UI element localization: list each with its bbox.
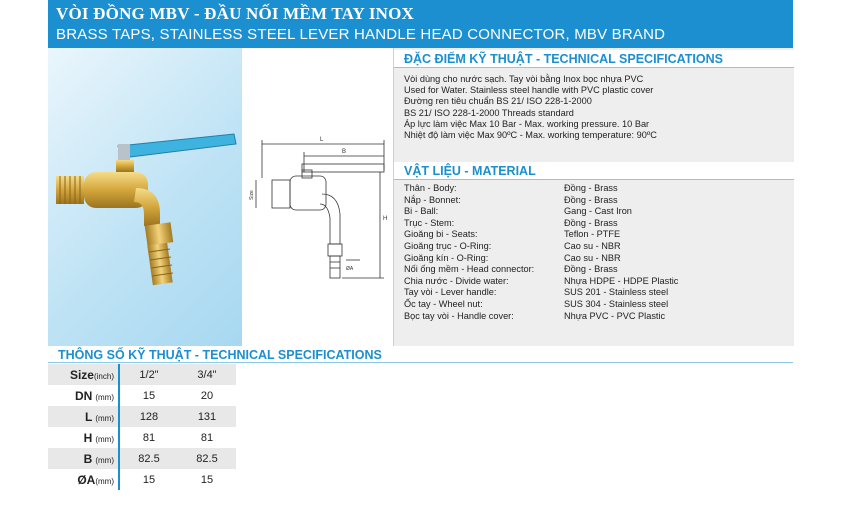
- material-row: [404, 311, 784, 323]
- table-cell: 82.5: [119, 448, 178, 469]
- table-cell: 1/2": [119, 364, 178, 385]
- table-row: [48, 427, 236, 448]
- material-row: [404, 218, 784, 230]
- table-cell: 20: [200, 389, 214, 402]
- material-value: Đồng - Brass: [564, 264, 618, 275]
- table-row: [48, 406, 236, 427]
- material-value: SUS 304 - Stainless steel: [564, 298, 669, 309]
- table-cell: 15: [142, 389, 156, 402]
- material-row: [404, 229, 784, 241]
- material-heading: [394, 162, 794, 180]
- material-row: [404, 264, 784, 276]
- label-size: Size: [249, 190, 255, 200]
- divider: [394, 179, 794, 180]
- material-title: VẬT LIỆU - MATERIAL: [404, 164, 536, 178]
- material-value: Cao su - NBR: [564, 240, 621, 251]
- table-cell: 128: [119, 406, 178, 427]
- material-part: Bi - Ball:: [404, 206, 439, 217]
- row-label: B (mm): [48, 448, 119, 469]
- material-row: [404, 183, 784, 195]
- divider: [48, 362, 793, 363]
- tech-line: Used for Water. Stainless steel handle with PVC plastic cover: [404, 85, 654, 96]
- table-cell: 15: [200, 473, 214, 486]
- material-value: Đồng - Brass: [564, 183, 618, 193]
- row-label: L (mm): [48, 406, 119, 427]
- label-b: B: [342, 149, 347, 155]
- material-row: [404, 276, 784, 288]
- material-row: [404, 287, 784, 299]
- label-l: L: [320, 137, 324, 143]
- material-part: Trục - Stem:: [404, 217, 455, 228]
- row-label: ØA(mm): [48, 469, 119, 490]
- tech-line: Đường ren tiêu chuẩn BS 21/ ISO 228-1-2000: [404, 96, 592, 107]
- table-cell: 15: [142, 473, 156, 486]
- technical-drawing: [242, 48, 392, 346]
- material-row: [404, 299, 784, 311]
- tech-line: Nhiệt độ làm việc Max 90ºC - Max. working temperature: 90ºC: [404, 130, 657, 141]
- material-value: Nhựa HDPE - HDPE Plastic: [564, 275, 679, 286]
- material-part: Chia nước - Divide water:: [404, 275, 509, 286]
- material-part: Gioăng bi - Seats:: [404, 229, 478, 240]
- dimensions-table: [48, 364, 237, 490]
- table-cell: 3/4": [178, 364, 236, 385]
- material-part: Nối ống mềm - Head connector:: [404, 264, 535, 275]
- material-part: Ốc tay - Wheel nut:: [404, 298, 483, 309]
- row-label: Size(inch): [48, 364, 119, 385]
- material-value: Teflon - PTFE: [564, 229, 621, 240]
- table-row: [48, 364, 236, 385]
- material-value: Cao su - NBR: [564, 252, 621, 263]
- tech-line: BS 21/ ISO 228-1-2000 Threads standard: [404, 107, 574, 118]
- table-cell: 81: [142, 431, 156, 444]
- dimensions-title: THÔNG SỐ KỸ THUẬT - TECHNICAL SPECIFICATIONS: [58, 348, 382, 362]
- label-oa: ØA: [346, 266, 354, 272]
- tech-spec-lines: [404, 74, 657, 141]
- brass-tap-image: [48, 48, 242, 346]
- specifications-panel: [393, 48, 794, 346]
- material-row: [404, 195, 784, 207]
- table-row: [48, 469, 236, 490]
- material-part: Gioăng kín - O-Ring:: [404, 252, 489, 263]
- row-label: H (mm): [48, 427, 119, 448]
- dimension-diagram: [242, 48, 392, 346]
- material-row: [404, 253, 784, 265]
- tech-line: Vòi dùng cho nước sạch. Tay vòi bằng Inox bọc nhựa PVC: [404, 74, 644, 84]
- material-part: Tay vòi - Lever handle:: [404, 287, 497, 298]
- table-cell: 81: [200, 431, 214, 444]
- material-part: Nắp - Bonnet:: [404, 194, 461, 205]
- row-label: DN (mm): [48, 385, 119, 406]
- material-value: Đồng - Brass: [564, 194, 618, 205]
- product-photo: [48, 48, 242, 346]
- tech-spec-title: ĐẶC ĐIỂM KỸ THUẬT - TECHNICAL SPECIFICATIONS: [404, 52, 723, 66]
- table-cell: 131: [178, 406, 236, 427]
- material-list: [404, 183, 784, 322]
- material-part: Thân - Body:: [404, 183, 457, 193]
- table-row: [48, 385, 236, 406]
- material-value: Gang - Cast Iron: [564, 206, 632, 217]
- table-row: [48, 448, 236, 469]
- material-value: Đồng - Brass: [564, 217, 618, 228]
- material-row: [404, 206, 784, 218]
- page-title: VÒI ĐỒNG MBV - ĐẦU NỐI MỀM TAY INOX: [56, 4, 415, 23]
- page-subtitle: BRASS TAPS, STAINLESS STEEL LEVER HANDLE HEAD CONNECTOR, MBV BRAND: [56, 26, 666, 43]
- table-cell: 82.5: [178, 448, 236, 469]
- divider: [394, 67, 794, 68]
- material-part: Gioăng trục - O-Ring:: [404, 240, 492, 251]
- material-value: SUS 201 - Stainless steel: [564, 287, 669, 298]
- material-value: Nhựa PVC - PVC Plastic: [564, 310, 666, 321]
- tech-line: Áp lực làm việc Max 10 Bar - Max. working pressure. 10 Bar: [404, 118, 650, 129]
- header-banner: [48, 0, 793, 48]
- label-h: H: [383, 216, 388, 222]
- tech-spec-heading: [394, 50, 794, 68]
- material-row: [404, 241, 784, 253]
- material-part: Bọc tay vòi - Handle cover:: [404, 310, 514, 321]
